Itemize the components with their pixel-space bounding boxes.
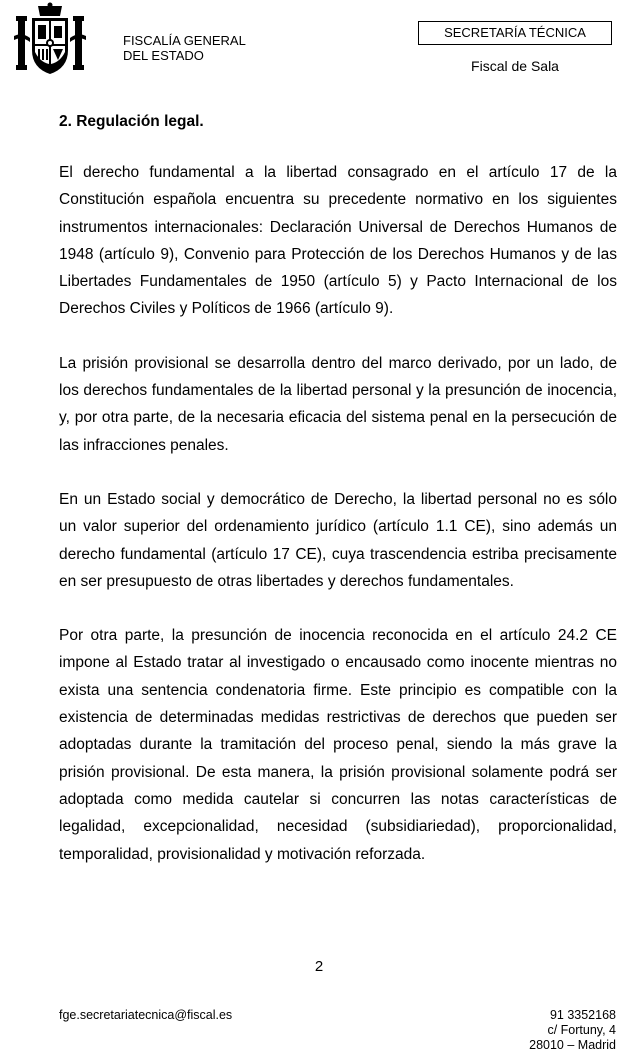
section-heading: 2. Regulación legal. [59, 113, 204, 130]
paragraph: Por otra parte, la presunción de inocencia reconocida en el artículo 24.2 CE impone al Estado tratar al investigado o encausado como inocente mientras no exista una sentencia condenatoria firme. Este principio es compatible con la existencia de determinadas medidas restrictivas de derechos que pueden ser adoptadas durante la tramitación del proceso penal, siendo la más grave la prisión provisional. De esta manera, la prisión provisional solamente podrá ser adoptada como medida cautelar si concurren las notas características de legalidad, excepcionalidad, necesidad (subsidiariedad), proporcionalidad, temporalidad, provisionalidad y motivación reforzada. [59, 627, 617, 863]
footer-street: c/ Fortuny, 4 [547, 1023, 616, 1037]
coat-of-arms-icon [14, 2, 86, 78]
paragraph: La prisión provisional se desarrolla dentro del marco derivado, por un lado, de los derechos fundamentales de la libertad personal y la presunción de inocencia, y, por otra parte, de la necesaria eficacia del sistema penal en la persecución de las infracciones penales. [59, 354, 617, 454]
footer-address [529, 1008, 616, 1053]
org-line-1: FISCALÍA GENERAL [123, 33, 246, 48]
department-box: SECRETARÍA TÉCNICA [418, 21, 612, 45]
footer-email: fge.secretariatecnica@fiscal.es [59, 1008, 233, 1022]
footer-phone: 91 3352168 [549, 1008, 616, 1022]
paragraph: En un Estado social y democrático de Derecho, la libertad personal no es sólo un valor superior del ordenamiento jurídico (artículo 1.1 CE), sino además un derecho fundamental (artículo 17 CE), cuya trascendencia estriba precisamente en ser presupuesto de otras libertades y derechos fundamentales. [59, 490, 617, 590]
department-subtitle: Fiscal de Sala [471, 58, 559, 74]
organization-name [123, 33, 246, 63]
page-number: 2 [314, 958, 324, 975]
paragraph: El derecho fundamental a la libertad consagrado en el artículo 17 de la Constitución española encuentra su precedente normativo en los siguientes instrumentos internacionales: Declaración Universal de Derechos Humanos de 1948 (artículo 9), Convenio para Protección de los Derechos Humanos y de las Libertades Fundamentales de 1950 (artículo 5) y Pacto Internacional de los Derechos Civiles y Políticos de 1966 (artículo 9). [59, 164, 617, 318]
org-line-2: DEL ESTADO [123, 48, 204, 63]
footer-city: 28010 – Madrid [529, 1038, 616, 1052]
document-body [59, 108, 617, 895]
